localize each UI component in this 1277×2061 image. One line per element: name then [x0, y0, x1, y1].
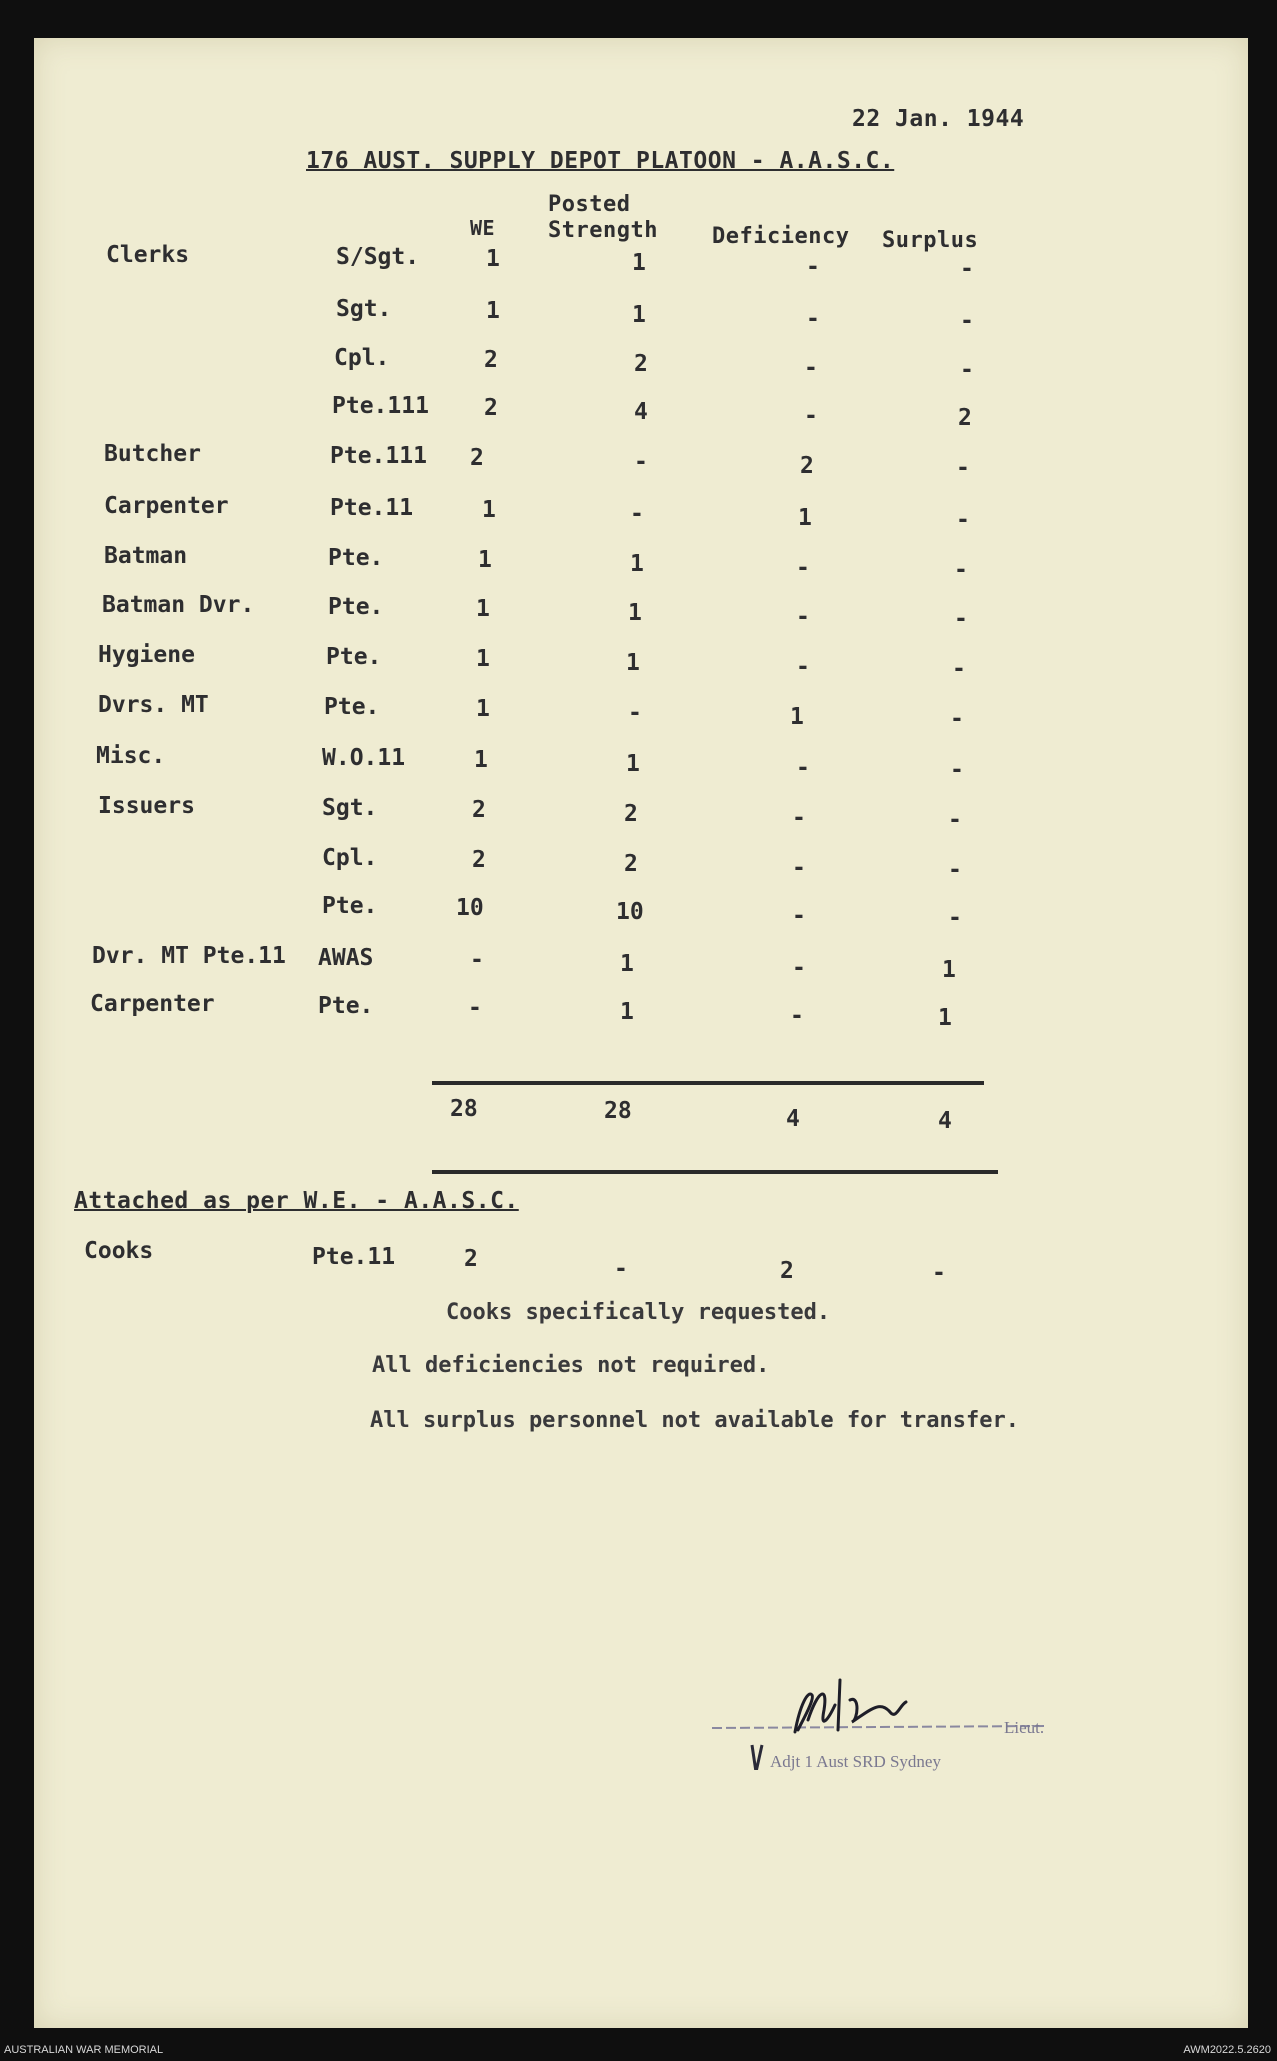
total-posted: 28 — [604, 1098, 632, 1124]
row-rank-rank: Pte. — [326, 644, 382, 670]
row-deficiency-deficiency: - — [790, 1003, 804, 1029]
row-category-category: Carpenter — [90, 991, 215, 1017]
attached-we: 2 — [464, 1246, 478, 1272]
total-rule-top — [432, 1081, 984, 1085]
row-posted-posted: 1 — [632, 302, 646, 328]
total-surplus: 4 — [938, 1108, 952, 1134]
row-category-category: Dvrs. MT — [98, 692, 209, 718]
row-surplus-surplus: - — [948, 905, 962, 931]
row-deficiency-deficiency: - — [796, 604, 810, 630]
note-surplus: All surplus personnel not available for transfer. — [370, 1408, 1020, 1433]
row-we-we: 1 — [482, 497, 496, 523]
row-deficiency-deficiency: - — [792, 955, 806, 981]
row-surplus-surplus: - — [956, 507, 970, 533]
row-category-category: Batman Dvr. — [102, 592, 255, 618]
row-deficiency-deficiency: - — [804, 355, 818, 381]
row-rank-rank: Pte.111 — [332, 393, 429, 419]
row-surplus-surplus: - — [954, 557, 968, 583]
row-we-we: 2 — [472, 847, 486, 873]
row-deficiency-deficiency: - — [796, 654, 810, 680]
row-deficiency-deficiency: - — [792, 903, 806, 929]
attached-category: Cooks — [84, 1238, 154, 1264]
row-posted-posted: - — [628, 700, 642, 726]
footer-right: AWM2022.5.2620 — [1183, 2044, 1271, 2056]
row-deficiency-deficiency: - — [806, 306, 820, 332]
row-posted-posted: 1 — [632, 250, 646, 276]
row-rank-rank: S/Sgt. — [336, 244, 420, 270]
row-posted-posted: 2 — [624, 801, 638, 827]
row-posted-posted: - — [634, 449, 648, 475]
header-surplus: Surplus — [882, 228, 979, 253]
row-category-category: Butcher — [104, 441, 201, 467]
row-we-we: 1 — [476, 646, 490, 672]
row-deficiency-deficiency: - — [806, 254, 820, 280]
row-posted-posted: - — [630, 501, 644, 527]
row-rank-rank: Pte. — [328, 594, 384, 620]
row-category-category: Hygiene — [98, 642, 195, 668]
row-posted-posted: 1 — [628, 600, 642, 626]
row-surplus-surplus: - — [960, 256, 974, 282]
row-posted-posted: 1 — [620, 999, 634, 1025]
signature-stamp: Adjt 1 Aust SRD Sydney — [770, 1752, 941, 1771]
row-we-we: 1 — [476, 596, 490, 622]
header-posted-line2: Strength — [548, 218, 658, 243]
row-rank-rank: Pte. — [324, 694, 380, 720]
row-we-we: 2 — [484, 347, 498, 373]
attached-posted: - — [614, 1256, 628, 1282]
attached-deficiency: 2 — [780, 1258, 794, 1284]
note-deficiencies: All deficiencies not required. — [372, 1353, 770, 1378]
row-category-category: Batman — [104, 543, 188, 569]
row-posted-posted: 2 — [634, 351, 648, 377]
total-deficiency: 4 — [786, 1106, 800, 1132]
document-page — [34, 38, 1248, 2028]
footer-left: AUSTRALIAN WAR MEMORIAL — [4, 2044, 164, 2056]
row-rank-rank: Pte.11 — [330, 495, 414, 521]
row-surplus-surplus: - — [948, 857, 962, 883]
row-we-we: - — [470, 947, 484, 973]
row-category-category: Dvr. MT Pte.11 — [92, 943, 286, 969]
row-surplus-surplus: - — [960, 357, 974, 383]
row-rank-rank: Pte.111 — [330, 443, 427, 469]
row-rank-rank: Sgt. — [336, 296, 392, 322]
row-posted-posted: 4 — [634, 399, 648, 425]
row-posted-posted: 1 — [620, 951, 634, 977]
header-posted-line1: Posted — [548, 192, 631, 217]
row-deficiency-deficiency: - — [804, 403, 818, 429]
row-surplus-surplus: 1 — [938, 1005, 952, 1031]
row-we-we: - — [468, 995, 482, 1021]
row-surplus-surplus: - — [954, 606, 968, 632]
row-surplus-surplus: - — [950, 706, 964, 732]
row-deficiency-deficiency: 1 — [798, 505, 812, 531]
row-rank-rank: Pte. — [318, 993, 374, 1019]
row-we-we: 1 — [478, 547, 492, 573]
attached-rank: Pte.11 — [312, 1244, 396, 1270]
row-deficiency-deficiency: - — [796, 755, 810, 781]
row-we-we: 10 — [456, 895, 484, 921]
row-rank-rank: Cpl. — [334, 345, 390, 371]
row-category-category: Misc. — [96, 743, 166, 769]
row-we-we: 1 — [476, 696, 490, 722]
row-surplus-surplus: - — [950, 757, 964, 783]
row-rank-rank: Sgt. — [322, 795, 378, 821]
header-deficiency: Deficiency — [712, 224, 850, 249]
row-surplus-surplus: - — [956, 455, 970, 481]
rank-stamp: Lieut. — [1004, 1718, 1045, 1737]
row-deficiency-deficiency: - — [792, 855, 806, 881]
total-we: 28 — [450, 1096, 478, 1122]
attached-surplus: - — [932, 1260, 946, 1286]
document-title: 176 AUST. SUPPLY DEPOT PLATOON - A.A.S.C. — [306, 148, 895, 174]
row-we-we: 1 — [486, 246, 500, 272]
row-rank-rank: W.O.11 — [322, 745, 406, 771]
row-deficiency-deficiency: 1 — [790, 704, 804, 730]
header-we: WE — [470, 216, 496, 240]
row-rank-rank: Pte. — [328, 545, 384, 571]
row-surplus-surplus: - — [960, 308, 974, 334]
row-we-we: 1 — [486, 298, 500, 324]
row-posted-posted: 1 — [630, 551, 644, 577]
attached-heading: Attached as per W.E. - A.A.S.C. — [74, 1188, 519, 1214]
row-we-we: 2 — [484, 395, 498, 421]
row-deficiency-deficiency: - — [792, 805, 806, 831]
row-surplus-surplus: - — [948, 807, 962, 833]
row-category-category: Carpenter — [104, 493, 229, 519]
note-cooks: Cooks specifically requested. — [446, 1300, 831, 1325]
document-date: 22 Jan. 1944 — [852, 106, 1025, 132]
row-surplus-surplus: - — [952, 656, 966, 682]
row-posted-posted: 1 — [626, 751, 640, 777]
row-deficiency-deficiency: - — [796, 555, 810, 581]
row-rank-rank: Cpl. — [322, 845, 378, 871]
row-we-we: 1 — [474, 747, 488, 773]
row-surplus-surplus: 1 — [942, 957, 956, 983]
row-category-category: Clerks — [106, 242, 190, 268]
row-rank-rank: Pte. — [322, 893, 378, 919]
row-posted-posted: 10 — [616, 899, 644, 925]
row-category-category: Issuers — [98, 793, 195, 819]
row-surplus-surplus: 2 — [958, 405, 972, 431]
row-we-we: 2 — [470, 445, 484, 471]
total-rule-bottom — [432, 1170, 998, 1174]
row-rank-rank: AWAS — [318, 945, 374, 971]
row-posted-posted: 1 — [626, 650, 640, 676]
row-deficiency-deficiency: 2 — [800, 453, 814, 479]
row-posted-posted: 2 — [624, 851, 638, 877]
row-we-we: 2 — [472, 797, 486, 823]
